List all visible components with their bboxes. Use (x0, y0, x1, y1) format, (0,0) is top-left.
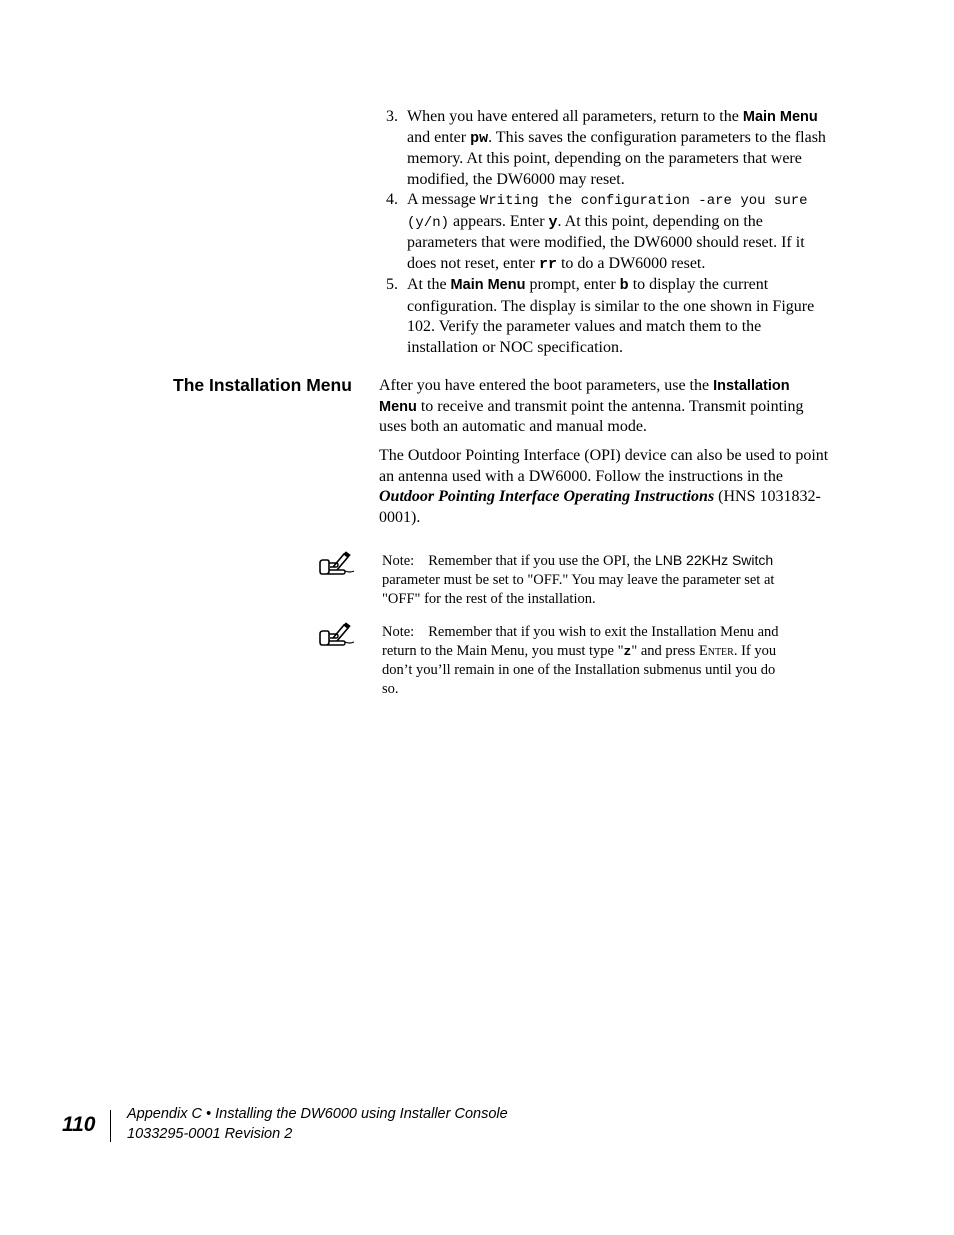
section-heading: The Installation Menu (173, 375, 352, 395)
step-text: . This saves the configuration parameters to the flash memory. At this point, depending on the parameters that were modified, the DW6000 may reset. (407, 128, 826, 188)
note-text: Remember that if you wish to exit the Installation Menu and return to the Main Menu, you must type " (382, 624, 779, 659)
step-text: to do a DW6000 reset. (556, 254, 706, 272)
step-number: 4. (386, 191, 398, 208)
step-5 (386, 275, 836, 358)
step-text: . At this point, depending on the parameters that were modified, the DW6000 should reset. If it does not reset, enter (407, 212, 805, 272)
menu-name: Main Menu (742, 109, 818, 125)
note-text: parameter must be set to "OFF." You may leave the parameter set at "OFF" for the rest of the installation. (382, 572, 775, 607)
paragraph-text: After you have entered the boot parameters, use the (379, 377, 714, 394)
parameter-name: LNB 22KHz Switch (654, 552, 774, 568)
note-text: Remember that if you use the OPI, the (428, 553, 655, 569)
command-code: y (548, 213, 558, 231)
step-text: A message (407, 191, 480, 208)
paragraph-text: The Outdoor Pointing Interface (OPI) device can also be used to point an antenna used with a DW6000. Follow the instructions in the (379, 447, 829, 485)
note-text: . If you don’t you’ll remain in one of the Installation submenus until you do so. (382, 643, 777, 697)
command-code: b (619, 277, 629, 294)
numbered-steps (386, 107, 836, 358)
step-text: and enter (407, 128, 471, 146)
step-4 (386, 190, 836, 275)
note-exit-menu (382, 623, 792, 699)
note-hand-pencil-icon (317, 551, 355, 577)
key-name: Enter (698, 643, 734, 659)
document-title: Outdoor Pointing Interface Operating Instructions (379, 488, 715, 505)
note-opi (382, 551, 792, 609)
step-text: appears. Enter (449, 212, 549, 230)
command-code: pw (470, 129, 489, 147)
menu-name: Main Menu (450, 277, 526, 293)
note-label: Note: (382, 624, 415, 640)
step-3 (386, 107, 836, 190)
paragraph-text: to receive and transmit point the antenna. Transmit pointing uses both an automatic and manual mode. (379, 397, 804, 435)
step-text: At the (407, 276, 451, 293)
note-hand-pencil-icon (317, 622, 355, 648)
paragraph-installation-menu (379, 376, 829, 438)
step-text: to display the current configuration. The display is similar to the one shown in Figure 102. Verify the parameter values and match them to the installation or NOC specification. (407, 276, 815, 356)
paragraph-opi (379, 446, 829, 528)
step-text: When you have entered all parameters, return to the (407, 108, 743, 125)
note-text: " and press (631, 643, 699, 659)
note-label: Note: (382, 553, 415, 569)
step-number: 3. (386, 108, 398, 125)
footer-divider (110, 1110, 111, 1142)
step-text: prompt, enter (525, 276, 620, 293)
console-message: Writing the configuration -are you sure (y/n) (407, 193, 808, 231)
footer-text (127, 1105, 508, 1144)
paragraph-text: (HNS 1031832-0001). (379, 488, 821, 526)
menu-name: Installation Menu (379, 378, 790, 415)
command-code: rr (538, 255, 557, 273)
command-code: z (623, 644, 632, 659)
page-number: 110 (62, 1113, 96, 1136)
step-number: 5. (386, 276, 398, 293)
footer-document-number: 1033295-0001 Revision 2 (127, 1125, 293, 1142)
footer-chapter: Appendix C • Installing the DW6000 using Installer Console (127, 1106, 508, 1122)
